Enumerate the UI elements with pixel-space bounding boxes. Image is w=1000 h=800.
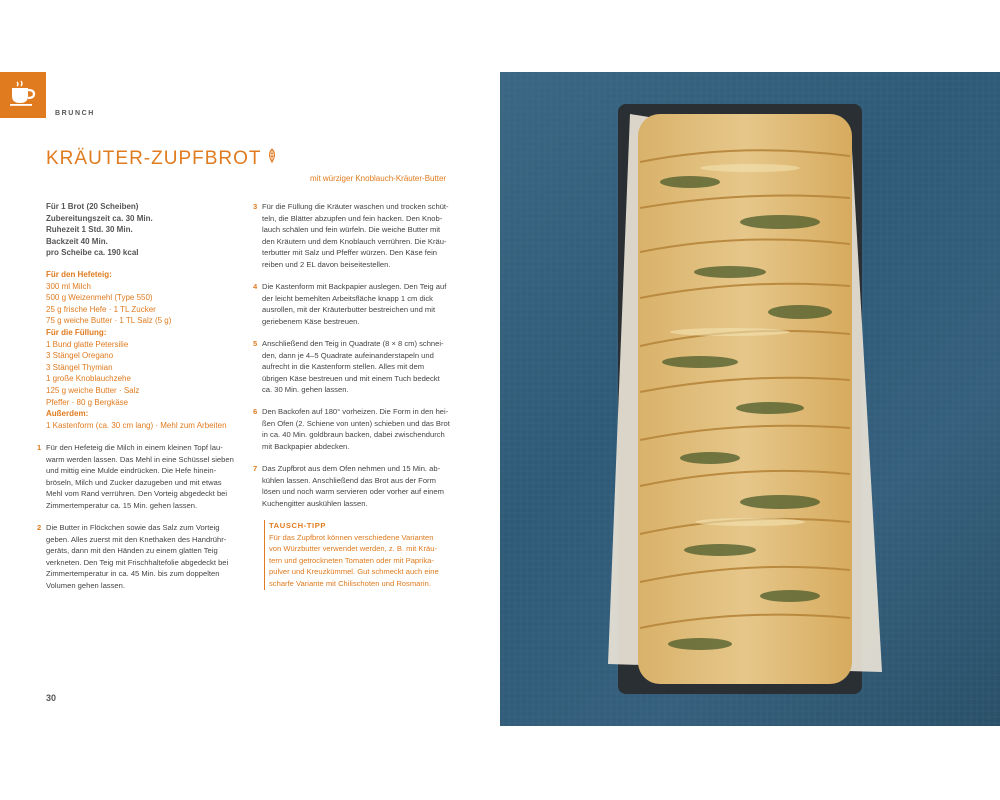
step-number: 7 (253, 464, 258, 473)
step-line: Zimmertemperatur in ca. 45 Min. bis zum doppelten (46, 569, 220, 579)
step-line: Volumen gehen lassen. (46, 580, 125, 590)
ingredient-item: 1 Kastenform (ca. 30 cm lang) · Mehl zum Arbeiten (46, 420, 227, 430)
ingredient-item: 75 g weiche Butter · 1 TL Salz (5 g) (46, 316, 172, 326)
ingredient-list (46, 269, 227, 431)
step-7 (253, 463, 460, 509)
step-6 (253, 406, 460, 452)
step-line: Die Kastenform mit Backpapier auslegen. Den Teig auf (262, 282, 447, 291)
step-number: 5 (253, 339, 258, 348)
step-line: ca. 30 Min. gehen lassen. (262, 385, 349, 395)
tip-line: scharfe Variante mit Chilischoten und Rosmarin. (269, 578, 431, 588)
swap-tip-box (264, 520, 467, 590)
meta-line: Backzeit 40 Min. (46, 236, 108, 246)
ingredient-item: Pfeffer · 80 g Bergkäse (46, 397, 129, 407)
step-line: lauch schälen und fein würfeln. Die weiche Butter mit (262, 225, 441, 235)
step-number: 6 (253, 407, 258, 416)
step-3 (253, 201, 460, 271)
meta-line: Ruhezeit 1 Std. 30 Min. (46, 225, 133, 235)
ingredient-item: 3 Stängel Oregano (46, 351, 114, 361)
step-line: teln, die Blätter abzupfen und fein hacken. Den Knob- (262, 213, 443, 223)
step-line: geben. Alles zuerst mit den Knethaken des Handrühr- (46, 534, 227, 544)
step-4 (253, 281, 460, 327)
recipe-title-text: KRÄUTER-ZUPFBROT (46, 148, 262, 169)
step-line: den Kräutern und dem Knoblauch verrühren. Die Kräu- (262, 236, 447, 246)
step-line: terbutter mit Salz und Pfeffer würzen. Den Käse fein (262, 248, 438, 258)
ingredient-item: 3 Stängel Thymian (46, 362, 113, 372)
step-line: ßen Ofen (2. Schiene von unten) schieben und das Brot (262, 418, 450, 428)
ingredient-item: 300 ml Milch (46, 281, 91, 291)
section-label: BRUNCH (55, 110, 95, 117)
step-line: und mittig eine Mulde eindrücken. Die Hefe hinein- (46, 466, 217, 476)
meta-line: Für 1 Brot (20 Scheiben) (46, 202, 139, 211)
step-line: warm werden lassen. Das Mehl in eine Schüssel sieben (46, 454, 234, 464)
ingredient-item: 1 Bund glatte Petersilie (46, 339, 129, 349)
step-line: lösen und noch warm servieren oder vorher auf einem (262, 487, 444, 497)
ingredient-heading: Für den Hefeteig: (46, 270, 112, 279)
brunch-category-badge (0, 72, 46, 118)
step-line: den, dann je 4–5 Quadrate aufeinanderstapeln und (262, 350, 434, 360)
coffee-cup-icon (8, 79, 38, 112)
step-number: 1 (37, 443, 42, 452)
ingredient-item: 500 g Weizenmehl (Type 550) (46, 293, 153, 303)
step-line: reiben und 2 EL davon beiseitestellen. (262, 259, 391, 269)
ingredient-item: 125 g weiche Butter · Salz (46, 385, 140, 395)
tip-line: tern und getrockneten Tomaten oder mit Paprika- (269, 555, 434, 565)
step-line: geriebenem Käse bestreuen. (262, 316, 360, 326)
tip-line: Für das Zupfbrot können verschiedene Varianten (269, 532, 434, 542)
page-number: 30 (46, 693, 57, 703)
step-line: bröseln, Milch und Zucker dazugeben und mit etwas (46, 477, 222, 487)
step-line: in ca. 40 Min. goldbraun backen, dabei zwischendurch (262, 430, 445, 440)
meta-line: Zubereitungszeit ca. 30 Min. (46, 213, 153, 223)
step-number: 2 (37, 523, 42, 532)
ingredient-heading: Für die Füllung: (46, 327, 107, 337)
step-5 (253, 338, 460, 396)
step-line: der leicht bemehlten Arbeitsfläche knapp 1 cm dick (262, 293, 433, 303)
meta-line: pro Scheibe ca. 190 kcal (46, 248, 139, 258)
step-line: mit Backpapier abdecken. (262, 441, 350, 451)
tip-line: von Würzbutter verwendet werden, z. B. mit Kräu- (269, 544, 437, 554)
step-line: aufrecht in die Kastenform stellen. Alles mit dem (262, 362, 425, 372)
step-1 (37, 442, 244, 512)
step-line: Anschließend den Teig in Quadrate (8 × 8 cm) schnei- (262, 339, 444, 348)
tip-heading: TAUSCH-TIPP (269, 521, 327, 530)
step-line: kühlen lassen. Anschließend das Brot aus der Form (262, 475, 436, 485)
step-2 (37, 522, 244, 592)
step-line: übrigen Käse bestreuen und mit einem Tuch bedeckt (262, 373, 440, 383)
leaf-icon (266, 148, 278, 170)
step-line: Zimmertemperatur ca. 15 Min. gehen lassen. (46, 500, 198, 510)
step-line: Für die Füllung die Kräuter waschen und trocken schüt- (262, 202, 449, 211)
step-line: Den Backofen auf 180° vorheizen. Die Form in den hei- (262, 407, 449, 416)
recipe-title (46, 148, 278, 170)
step-line: Mehl vom Rand verrühren. Den Vorteig abgedeckt bei (46, 489, 228, 499)
recipe-subtitle: mit würziger Knoblauch-Kräuter-Butter (310, 174, 447, 183)
bread-photo (500, 72, 1000, 726)
step-number: 3 (253, 202, 258, 211)
step-line: Für den Hefeteig die Milch in einem kleinen Topf lau- (46, 443, 223, 452)
ingredient-item: 1 große Knoblauchzehe (46, 374, 131, 384)
ingredient-heading: Außerdem: (46, 409, 89, 419)
ingredient-item: 25 g frische Hefe · 1 TL Zucker (46, 304, 156, 314)
step-line: verkneten. Den Teig mit Frischhaltefolie abgedeckt bei (46, 557, 229, 567)
recipe-meta (46, 201, 153, 259)
step-line: Kuchengitter auskühlen lassen. (262, 498, 368, 508)
tip-line: pulver und Kreuzkümmel. Gut schmeckt auch eine (269, 567, 439, 577)
step-line: Das Zupfbrot aus dem Ofen nehmen und 15 Min. ab- (262, 464, 441, 473)
step-number: 4 (253, 282, 258, 291)
step-line: Die Butter in Flöckchen sowie das Salz zum Vorteig (46, 523, 220, 532)
step-line: geräts, dann mit den Händen zu einem glatten Teig (46, 546, 218, 556)
step-line: ausrollen, mit der Kräuterbutter bestreichen und mit (262, 305, 436, 315)
